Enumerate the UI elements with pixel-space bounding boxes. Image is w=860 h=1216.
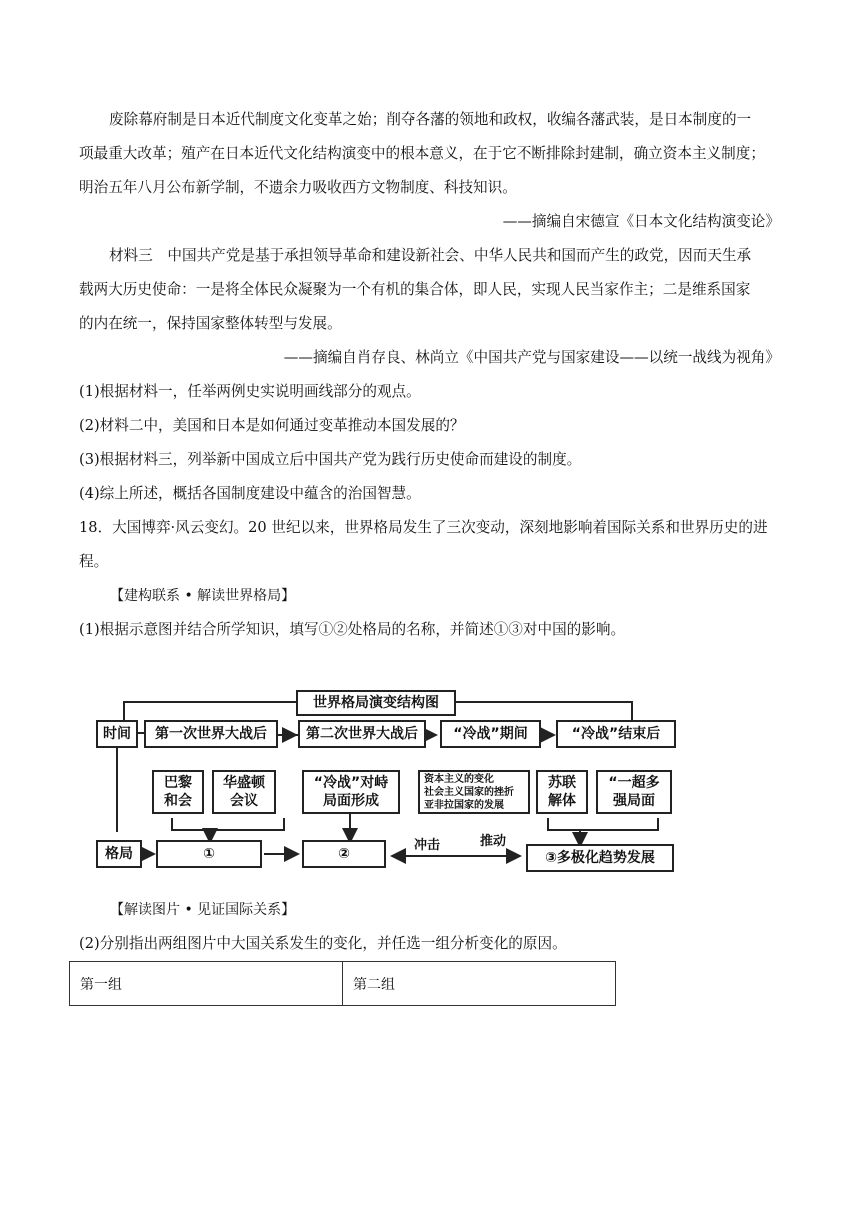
q17-part4: (4)综上所述，概括各国制度建设中蕴含的治国智慧。 (79, 485, 421, 502)
material2-line3: 明治五年八月公布新学制，不遗余力吸收西方文物制度、科技知识。 (79, 179, 517, 196)
event-factors: 资本主义的变化 社会主义国家的挫折 亚非拉国家的发展 (418, 770, 530, 814)
q18-part2: (2)分别指出两组图片中大国关系发生的变化，并任选一组分析变化的原因。 (79, 935, 567, 952)
event-paris-conference: 巴黎 和会 (152, 770, 204, 814)
time-label: 时间 (96, 720, 138, 748)
material3-line3: 的内在统一，保持国家整体转型与发展。 (79, 315, 342, 332)
material2-line2: 项最重大改革；殖产在日本近代文化结构演变中的根本意义，在于它不断排除封建制，确立资本主义制度； (79, 145, 765, 162)
material3-line1: 材料三 中国共产党是基于承担领导革命和建设新社会、中华人民共和国而产生的政党，因而天生承 (109, 247, 752, 264)
period-coldwar: “冷战”期间 (440, 720, 541, 748)
q18-section2-heading: 【解读图片 • 见证国际关系】 (110, 902, 296, 918)
q17-part1: (1)根据材料一，任举两例史实说明画线部分的观点。 (79, 383, 421, 400)
period-wwi: 第一次世界大战后 (144, 720, 278, 748)
material3-line2: 载两大历史使命：一是将全体民众凝聚为一个有机的集合体，即人民，实现人民当家作主；二是维系国家 (79, 281, 751, 298)
event-one-superpower: “一超多 强局面 (596, 770, 672, 814)
pattern-2: ② (302, 840, 386, 868)
event-washington-conference: 华盛顿 会议 (212, 770, 276, 814)
period-wwii: 第二次世界大战后 (298, 720, 426, 748)
event-ussr-dissolution: 苏联 解体 (536, 770, 588, 814)
pattern-1: ① (156, 840, 262, 868)
q18-section1-heading: 【建构联系 • 解读世界格局】 (110, 588, 296, 604)
promote-label: 推动 (480, 834, 507, 849)
material2-line1: 废除幕府制是日本近代制度文化变革之始；削夺各藩的领地和政权，收编各藩武装，是日本制度的一 (109, 111, 752, 128)
pattern-label: 格局 (96, 840, 142, 868)
q17-part3: (3)根据材料三，列举新中国成立后中国共产党为践行历史使命而建设的制度。 (79, 451, 582, 468)
q17-part2: (2)材料二中，美国和日本是如何通过变革推动本国发展的？ (79, 417, 465, 434)
q18-intro-line2: 程。 (79, 553, 109, 570)
table-cell-group1: 第一组 (70, 962, 343, 1006)
answer-table (69, 961, 616, 1006)
event-coldwar-formed: “冷战”对峙 局面形成 (302, 770, 400, 814)
material2-source: ——摘编自宋德宣《日本文化结构演变论》 (502, 213, 780, 230)
table-row (70, 962, 616, 1006)
pattern-3: ③多极化趋势发展 (526, 844, 674, 872)
impact-label: 冲击 (414, 838, 441, 853)
material3-source: ——摘编自肖存良、林尚立《中国共产党与国家建设——以统一战线为视角》 (283, 349, 780, 366)
table-cell-group2: 第二组 (343, 962, 616, 1006)
period-post-coldwar: “冷战”结束后 (556, 720, 676, 748)
q18-intro-line1: 18．大国博弈·风云变幻。20 世纪以来，世界格局发生了三次变动，深刻地影响着国际关系和世界历史的进 (79, 519, 768, 536)
q18-part1: (1)根据示意图并结合所学知识，填写①②处格局的名称，并简述①③对中国的影响。 (79, 621, 626, 638)
world-pattern-diagram (84, 676, 680, 886)
diagram-title: 世界格局演变结构图 (296, 690, 456, 716)
